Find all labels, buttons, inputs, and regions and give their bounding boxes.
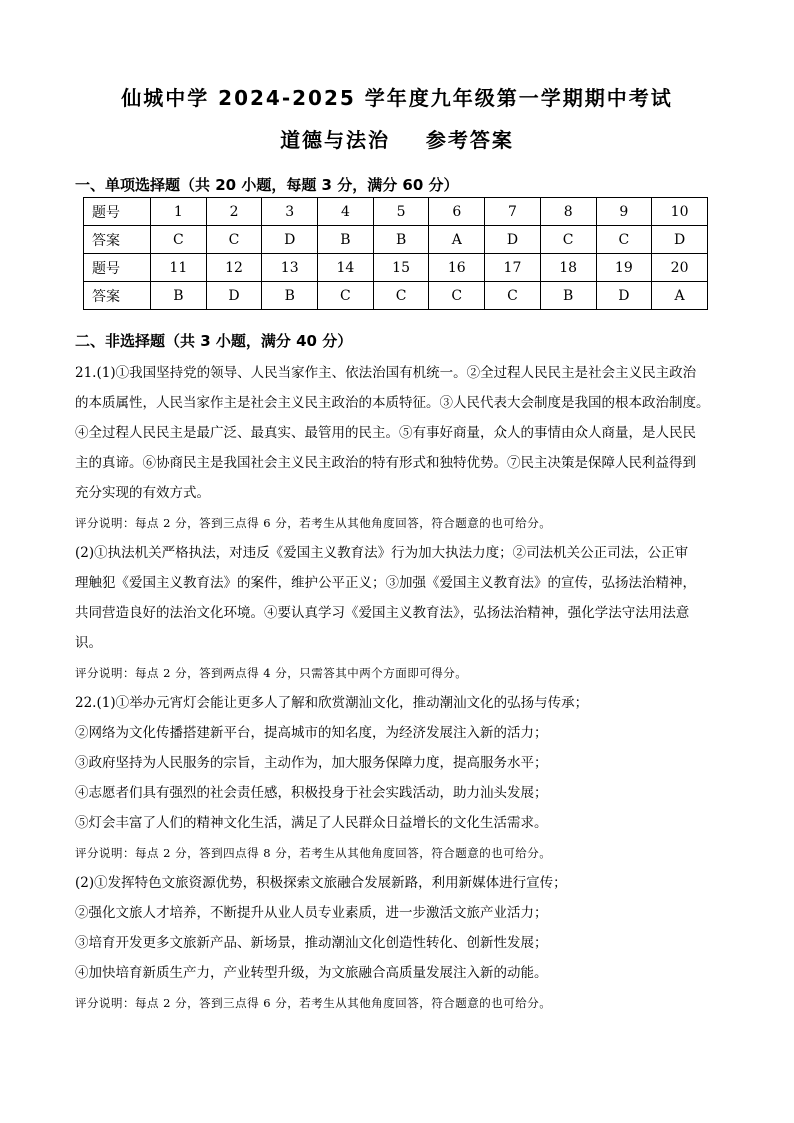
table-cell: 2 xyxy=(206,198,262,226)
text-line: ②网络为文化传播搭建新平台，提高城市的知名度，为经济发展注入新的活力； xyxy=(75,725,548,741)
text-line: 21.(1)①我国坚持党的领导、人民当家作主、依法治国有机统一。②全过程人民民主是社会主义民主政治 xyxy=(75,365,697,381)
text-line: 的本质属性，人民当家作主是社会主义民主政治的本质特征。③人民代表大会制度是我国的根本政治制度。 xyxy=(75,395,710,411)
table-cell: B xyxy=(262,282,318,310)
q22-part2 xyxy=(75,868,725,988)
table-cell: D xyxy=(652,226,708,254)
table-cell: 14 xyxy=(318,254,374,282)
table-cell: 13 xyxy=(262,254,318,282)
text-line: ②强化文旅人才培养，不断提升从业人员专业素质，进一步激活文旅产业活力； xyxy=(75,905,548,921)
text-line: ③培育开发更多文旅新产品、新场景，推动潮汕文化创造性转化、创新性发展； xyxy=(75,935,548,951)
table-cell: D xyxy=(262,226,318,254)
table-cell: 3 xyxy=(262,198,318,226)
text-line: 识。 xyxy=(75,635,102,651)
table-cell: A xyxy=(652,282,708,310)
page-title: 仙城中学 2024-2025 学年度九年级第一学期期中考试 xyxy=(121,86,673,110)
table-cell: C xyxy=(206,226,262,254)
table-cell: 8 xyxy=(540,198,596,226)
table-cell: B xyxy=(318,226,374,254)
table-cell: D xyxy=(485,226,541,254)
text-line: ④全过程人民民主是最广泛、最真实、最管用的民主。⑤有事好商量，众人的事情由众人商量，是人民民 xyxy=(75,425,696,441)
scoring-note: 评分说明：每点 2 分，答到三点得 6 分，若考生从其他角度回答，符合题意的也可给分。 xyxy=(75,996,552,1010)
table-cell: 12 xyxy=(206,254,262,282)
row-label: 题号 xyxy=(84,254,151,282)
text-line: 主的真谛。⑥协商民主是我国社会主义民主政治的特有形式和独特优势。⑦民主决策是保障人民利益得到 xyxy=(75,455,696,471)
scoring-note: 评分说明：每点 2 分，答到两点得 4 分，只需答其中两个方面即可得分。 xyxy=(75,666,468,680)
table-cell: 19 xyxy=(596,254,652,282)
section1-heading: 一、单项选择题（共 20 小题，每题 3 分，满分 60 分） xyxy=(75,176,459,194)
table-cell: C xyxy=(485,282,541,310)
table-cell: 15 xyxy=(373,254,429,282)
answers-content xyxy=(75,358,725,1018)
section2-heading: 二、非选择题（共 3 小题，满分 40 分） xyxy=(75,332,353,350)
text-line: ④加快培育新质生产力，产业转型升级，为文旅融合高质量发展注入新的动能。 xyxy=(75,965,548,981)
text-line: ③政府坚持为人民服务的宗旨，主动作为，加大服务保障力度，提高服务水平； xyxy=(75,755,548,771)
row-label: 题号 xyxy=(84,198,151,226)
text-line: 充分实现的有效方式。 xyxy=(75,485,210,501)
text-line: 22.(1)①举办元宵灯会能让更多人了解和欣赏潮汕文化，推动潮汕文化的弘扬与传承； xyxy=(75,695,589,711)
table-cell: 1 xyxy=(151,198,207,226)
text-line: (2)①发挥特色文旅资源优势，积极探索文旅融合发展新路，利用新媒体进行宣传； xyxy=(75,875,567,891)
table-cell: 6 xyxy=(429,198,485,226)
text-line: 理触犯《爱国主义教育法》的案件，维护公平正义；③加强《爱国主义教育法》的宣传，弘扬法治精神， xyxy=(75,575,696,591)
scoring-note: 评分说明：每点 2 分，答到四点得 8 分，若考生从其他角度回答，符合题意的也可给分。 xyxy=(75,846,552,860)
table-cell: 20 xyxy=(652,254,708,282)
table-row xyxy=(84,282,708,310)
table-cell: 17 xyxy=(485,254,541,282)
page-subtitle: 道德与法治 参考答案 xyxy=(280,128,514,152)
q22-part1 xyxy=(75,688,725,838)
table-cell: 4 xyxy=(318,198,374,226)
text-line: ④志愿者们具有强烈的社会责任感，积极投身于社会实践活动，助力汕头发展； xyxy=(75,785,548,801)
answer-table xyxy=(83,197,708,310)
table-cell: 10 xyxy=(652,198,708,226)
table-cell: C xyxy=(540,226,596,254)
text-line: 共同营造良好的法治文化环境。④要认真学习《爱国主义教育法》，弘扬法治精神，强化学法守法用法意 xyxy=(75,605,690,621)
table-cell: B xyxy=(540,282,596,310)
table-row xyxy=(84,254,708,282)
table-cell: C xyxy=(151,226,207,254)
text-line: ⑤灯会丰富了人们的精神文化生活，满足了人民群众日益增长的文化生活需求。 xyxy=(75,815,548,831)
table-cell: D xyxy=(596,282,652,310)
text-line: (2)①执法机关严格执法，对违反《爱国主义教育法》行为加大执法力度；②司法机关公正司法，公正审 xyxy=(75,545,689,561)
table-cell: 5 xyxy=(373,198,429,226)
table-cell: D xyxy=(206,282,262,310)
table-cell: B xyxy=(151,282,207,310)
table-cell: A xyxy=(429,226,485,254)
table-cell: 7 xyxy=(485,198,541,226)
table-cell: C xyxy=(596,226,652,254)
table-cell: C xyxy=(318,282,374,310)
q21-part1 xyxy=(75,358,725,508)
table-cell: B xyxy=(373,226,429,254)
table-cell: 11 xyxy=(151,254,207,282)
row-label: 答案 xyxy=(84,226,151,254)
table-row xyxy=(84,226,708,254)
table-cell: C xyxy=(429,282,485,310)
table-row xyxy=(84,198,708,226)
table-cell: 9 xyxy=(596,198,652,226)
scoring-note: 评分说明：每点 2 分，答到三点得 6 分，若考生从其他角度回答，符合题意的也可给分。 xyxy=(75,516,552,530)
table-cell: 16 xyxy=(429,254,485,282)
table-cell: C xyxy=(373,282,429,310)
q21-part2 xyxy=(75,538,725,658)
table-cell: 18 xyxy=(540,254,596,282)
row-label: 答案 xyxy=(84,282,151,310)
